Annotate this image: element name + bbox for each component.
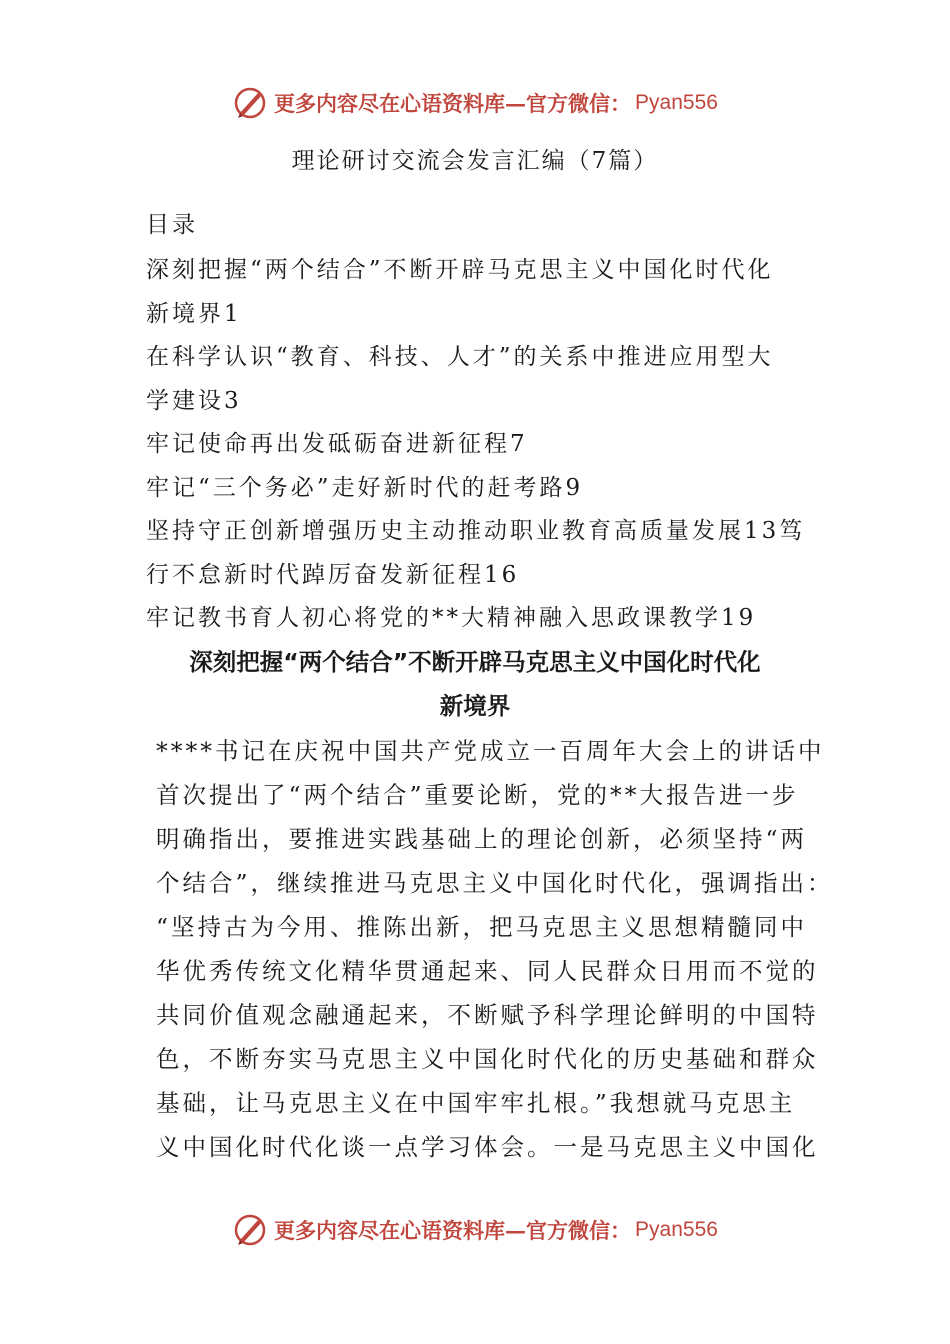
section-title-line: 新境界 [439, 692, 511, 720]
document-title: 理论研讨交流会发言汇编（7篇） [291, 148, 659, 174]
section-title [140, 640, 810, 728]
banner-wechat-id: Pyan556 [635, 91, 718, 114]
toc-line: 深刻把握“两个结合”不断开辟马克思主义中国化时代化 [146, 257, 774, 283]
table-of-contents [146, 249, 806, 641]
body-line: 义中国化时代化谈一点学习体会。一是马克思主义中国化 [156, 1133, 819, 1161]
pen-logo-icon [232, 1212, 268, 1248]
body-line: 色，不断夯实马克思主义中国化时代化的历史基础和群众 [156, 1045, 819, 1073]
body-line: 基础，让马克思主义在中国牢牢扎根。”我想就马克思主 [156, 1089, 796, 1117]
section-title-line: 深刻把握“两个结合”不断开辟马克思主义中国化时代化 [189, 648, 761, 676]
toc-line: 新境界1 [146, 300, 242, 327]
pen-logo-icon [232, 85, 268, 121]
section-body [156, 729, 834, 1169]
body-line: 个结合”，继续推进马克思主义中国化时代化，强调指出： [156, 869, 834, 897]
body-line: 共同价值观念融通起来，不断赋予科学理论鲜明的中国特 [156, 1001, 819, 1029]
toc-line: 牢记“三个务必”走好新时代的赶考路9 [146, 474, 584, 501]
body-line: 明确指出，要推进实践基础上的理论创新，必须坚持“两 [156, 825, 808, 853]
toc-line: 在科学认识“教育、科技、人才”的关系中推进应用型大 [146, 344, 774, 370]
banner-text: 更多内容尽在心语资料库—官方微信： [274, 1218, 632, 1243]
body-line: “坚持古为今用、推陈出新，把马克思主义思想精髓同中 [156, 913, 808, 941]
toc-line: 行不怠新时代踔厉奋发新征程16 [146, 561, 520, 588]
toc-line: 坚持守正创新增强历史主动推动职业教育高质量发展13笃 [146, 518, 806, 544]
toc-line: 牢记教书育人初心将党的**大精神融入思政课教学19 [146, 605, 757, 631]
body-line: 首次提出了“两个结合”重要论断，党的**大报告进一步 [156, 781, 799, 809]
banner-text: 更多内容尽在心语资料库—官方微信： [274, 91, 632, 116]
toc-heading: 目录 [146, 212, 198, 238]
toc-line: 学建设3 [146, 387, 242, 414]
footer-banner [0, 1206, 950, 1254]
header-banner [0, 79, 950, 127]
body-line: 华优秀传统文化精华贯通起来、同人民群众日用而不觉的 [156, 957, 819, 985]
body-line: ****书记在庆祝中国共产党成立一百周年大会上的讲话中 [156, 737, 825, 765]
toc-line: 牢记使命再出发砥砺奋进新征程7 [146, 431, 528, 457]
banner-wechat-id: Pyan556 [635, 1218, 718, 1241]
